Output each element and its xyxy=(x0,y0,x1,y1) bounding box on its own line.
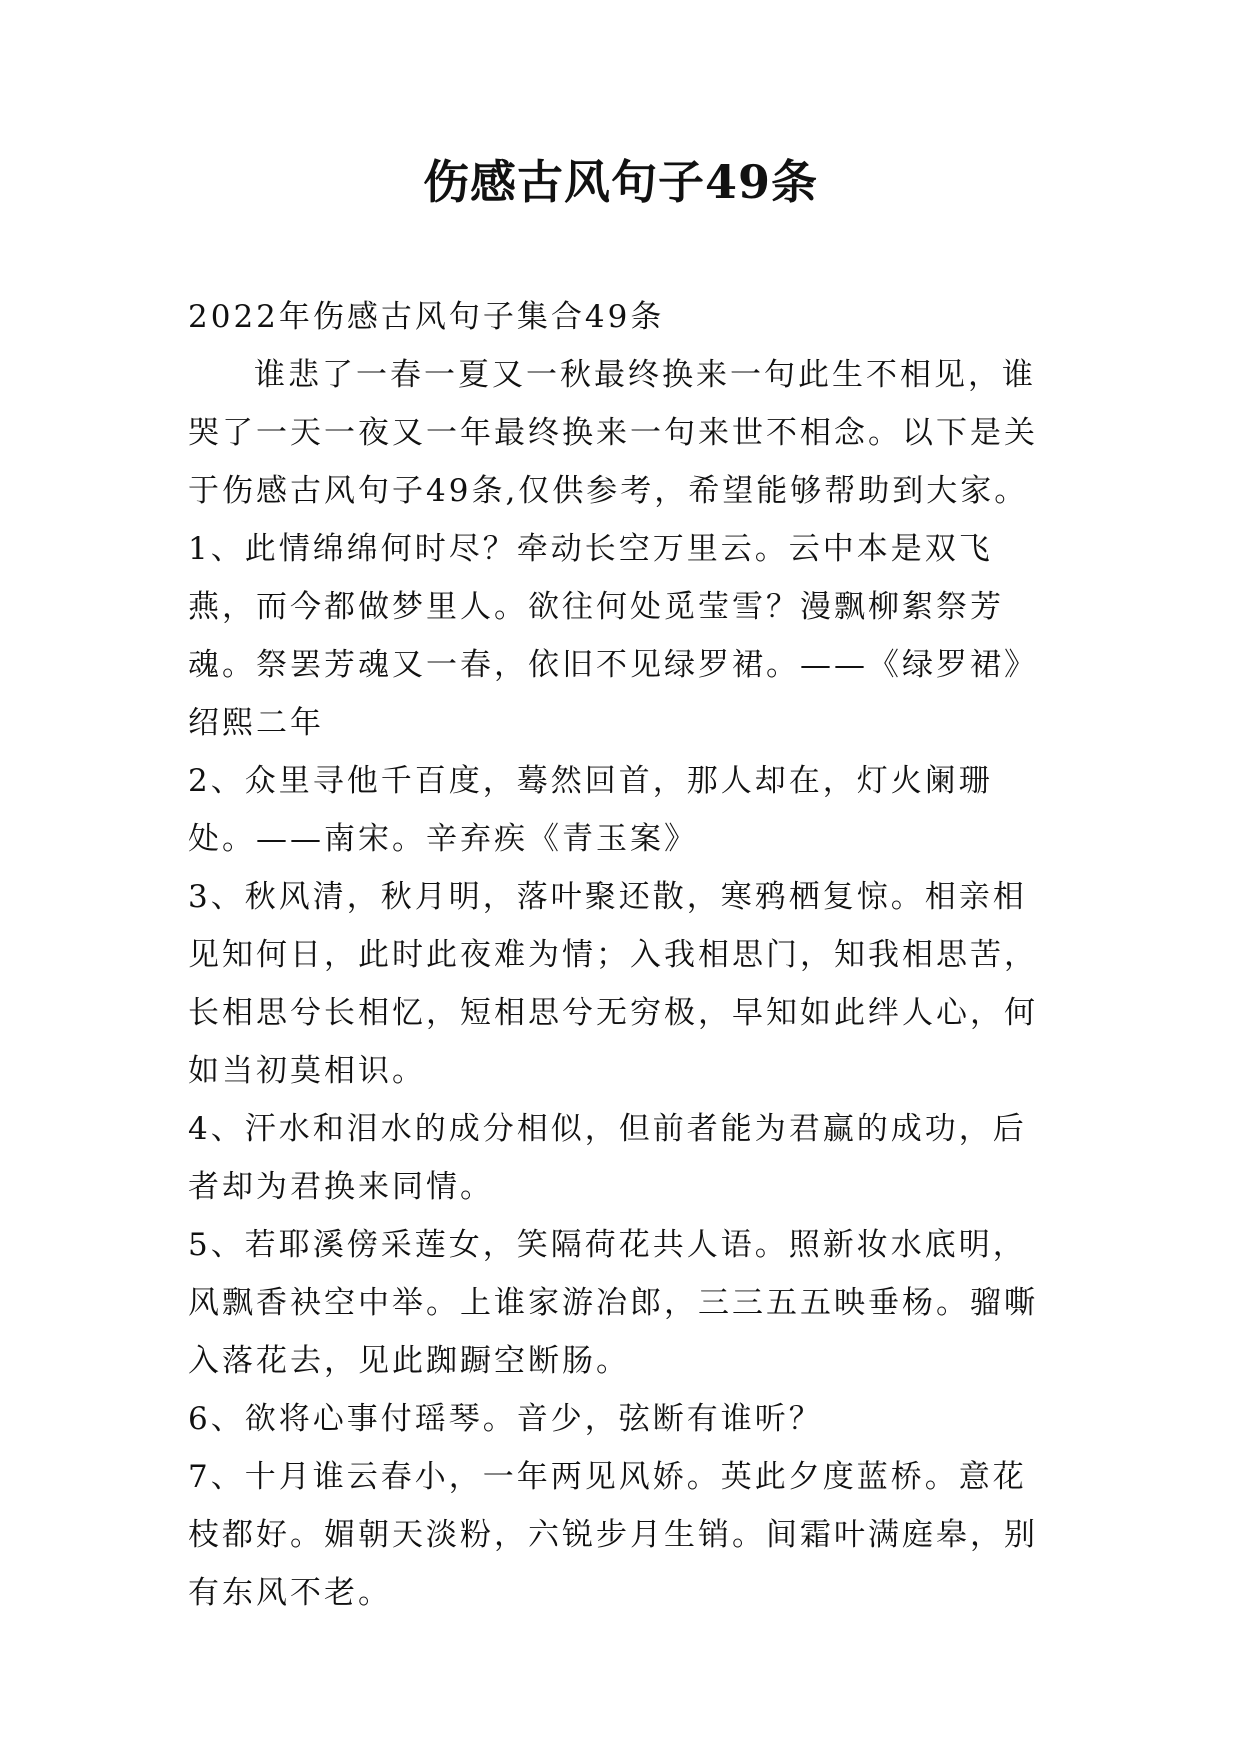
list-item-3: 3、秋风清，秋月明，落叶聚还散，寒鸦栖复惊。相亲相见知何日，此时此夜难为情；入我相思门，知我相思苦，长相思兮长相忆，短相思兮无穷极，早知如此绊人心，何如当初莫相识。 xyxy=(188,879,1038,1089)
document-body xyxy=(188,288,1055,1622)
list-item-6: 6、欲将心事付瑶琴。音少，弦断有谁听？ xyxy=(188,1401,823,1437)
document-subtitle: 2022年伤感古风句子集合49条 xyxy=(188,299,665,335)
list-item-1: 1、此情绵绵何时尽？牵动长空万里云。云中本是双飞燕，而今都做梦里人。欲往何处觅莹雪？漫飘柳絮祭芳魂。祭罢芳魂又一春，依旧不见绿罗裙。——《绿罗裙》绍熙二年 xyxy=(188,531,1038,741)
list-item-5: 5、若耶溪傍采莲女，笑隔荷花共人语。照新妆水底明，风飘香袂空中举。上谁家游冶郎，三三五五映垂杨。骝嘶入落花去，见此踟蹰空断肠。 xyxy=(188,1227,1038,1379)
intro-paragraph: 谁悲了一春一夏又一秋最终换来一句此生不相见，谁哭了一天一夜又一年最终换来一句来世不相念。以下是关于伤感古风句子49条,仅供参考，希望能够帮助到大家。 xyxy=(188,357,1038,509)
list-item-2: 2、众里寻他千百度，蓦然回首，那人却在，灯火阑珊处。——南宋。辛弃疾《青玉案》 xyxy=(188,763,993,857)
document-title: 伤感古风句子49条 xyxy=(422,155,818,209)
list-item-7: 7、十月谁云春小，一年两见风娇。英此夕度蓝桥。意花枝都好。媚朝天淡粉，六锐步月生销。间霜叶满庭皋，别有东风不老。 xyxy=(188,1459,1038,1611)
list-item-4: 4、汗水和泪水的成分相似，但前者能为君赢的成功，后者却为君换来同情。 xyxy=(188,1111,1027,1205)
